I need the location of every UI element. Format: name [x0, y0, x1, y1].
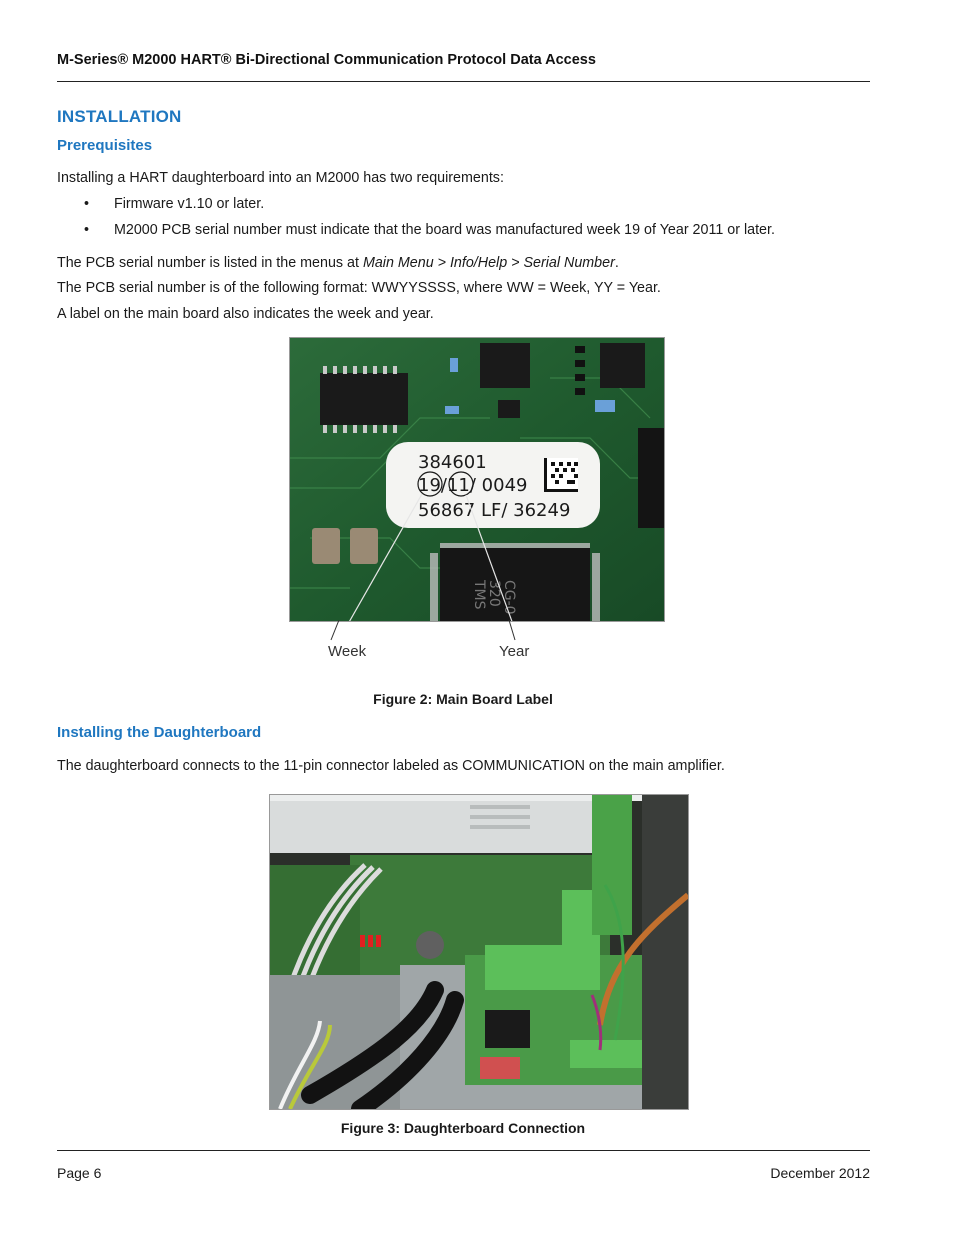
daughterboard-photo: [269, 794, 689, 1110]
serial-location-text: The PCB serial number is listed in the menus at: [57, 255, 363, 271]
footer-rule: [57, 1150, 870, 1151]
serial-location-paragraph: [57, 255, 619, 271]
document-header-title: M-Series® M2000 HART® Bi-Directional Communication Protocol Data Access: [57, 52, 596, 68]
bullet-dot: •: [84, 196, 90, 212]
figure-3-caption: Figure 3: Daughterboard Connection: [340, 1120, 586, 1136]
label-line-3: 56867 LF/ 36249: [418, 500, 571, 521]
label-line-1: 384601: [418, 452, 487, 473]
bullet-dot: •: [84, 222, 90, 238]
chip-marking: CG-0: [501, 580, 517, 615]
chip-marking: 320: [486, 580, 502, 607]
datamatrix-code: [544, 458, 578, 492]
figure-2-caption: Figure 2: Main Board Label: [373, 691, 553, 707]
daughterboard-illustration: [270, 795, 688, 1109]
serial-location-suffix: .: [614, 255, 619, 271]
menu-path: Main Menu > Info/Help > Serial Number: [362, 255, 615, 271]
header-rule: [57, 81, 870, 82]
pointer-extensions: [289, 620, 663, 644]
main-board-illustration: [290, 338, 664, 621]
bullet-item: M2000 PCB serial number must indicate that the board was manufactured week 19 of Year 2011 or later.: [114, 222, 775, 238]
serial-format-paragraph: The PCB serial number is of the following format: WWYYSSSS, where WW = Week, YY = Year.: [57, 280, 661, 296]
year-label: Year: [499, 643, 530, 660]
label-line-2: 19/11/ 0049: [418, 475, 528, 496]
week-label: Week: [328, 643, 367, 660]
intro-paragraph: Installing a HART daughterboard into an M2000 has two requirements:: [57, 170, 504, 186]
daughterboard-paragraph: The daughterboard connects to the 11-pin connector labeled as COMMUNICATION on the main amplifier.: [57, 758, 725, 774]
bullet-item: Firmware v1.10 or later.: [114, 196, 265, 212]
label-paragraph: A label on the main board also indicates the week and year.: [57, 306, 434, 322]
subheading-installing-daughterboard: Installing the Daughterboard: [57, 724, 262, 741]
main-board-photo: [289, 337, 665, 622]
publication-date: December 2012: [770, 1165, 870, 1181]
subheading-prerequisites: Prerequisites: [57, 137, 153, 154]
chip-marking: TMS: [471, 580, 487, 610]
page-number: Page 6: [57, 1165, 102, 1181]
section-heading-installation: INSTALLATION: [57, 107, 182, 126]
